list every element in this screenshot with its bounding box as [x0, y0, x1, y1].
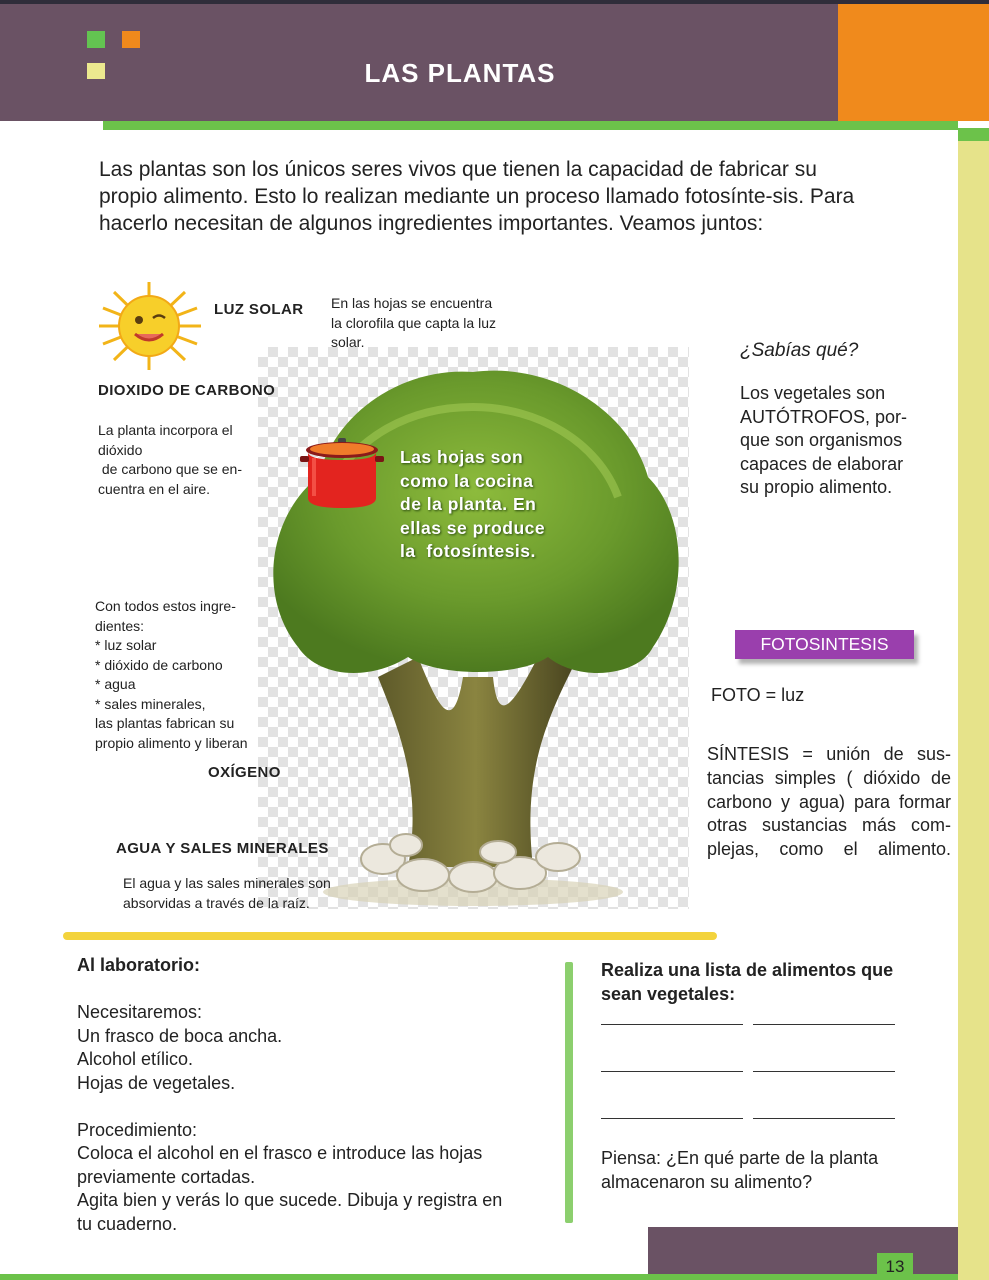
leaves-callout-line: de la planta. En: [400, 494, 537, 514]
did-you-know-heading: ¿Sabías qué?: [740, 340, 859, 361]
lab-procedure-title: Procedimiento:: [77, 1119, 198, 1140]
answer-blank[interactable]: [753, 1118, 895, 1119]
foto-definition: FOTO = luz: [711, 685, 805, 705]
sun-icon: [97, 280, 209, 372]
lab-procedure-line: previamente cortadas.: [77, 1166, 256, 1187]
page-title: LAS PLANTAS: [364, 58, 556, 88]
answer-blank[interactable]: [601, 1118, 743, 1119]
water-note: [123, 874, 383, 913]
section-divider: [63, 932, 717, 940]
answer-blank[interactable]: [601, 1071, 743, 1072]
think-line: almacenaron su alimento?: [601, 1172, 813, 1192]
column-divider: [565, 962, 573, 1223]
sintesis-line: carbono y agua) para formar: [707, 791, 951, 812]
autotrofos-line: su propio alimento.: [740, 477, 893, 497]
ingredient-line: Con todos estos ingre-: [95, 598, 236, 614]
lab-item: Alcohol etílico.: [77, 1049, 194, 1069]
lab-item: Un frasco de boca ancha.: [77, 1025, 283, 1046]
sun-label: LUZ SOLAR: [214, 301, 304, 318]
activity-title: [601, 958, 941, 1006]
decor-square-orange: [122, 31, 140, 48]
think-question: [601, 1146, 941, 1194]
sintesis-line: plejas, como el alimento.: [707, 839, 951, 860]
co2-label: DIOXIDO DE CARBONO: [98, 382, 276, 399]
water-note-line: absorvidas a través de la raíz.: [123, 894, 310, 911]
decor-square-yellow: [87, 63, 105, 79]
ingredients-list: [95, 597, 280, 753]
page-number: 13: [877, 1253, 913, 1280]
leaves-note-line: En las hojas se encuentra: [331, 295, 493, 311]
ingredient-line: propio alimento y liberan: [95, 734, 248, 751]
leaves-callout-line: la fotosíntesis.: [400, 541, 536, 561]
answer-blank[interactable]: [753, 1024, 895, 1025]
autotrofos-line: Los vegetales son: [740, 383, 886, 403]
ingredient-line: * dióxido de carbono: [95, 656, 223, 673]
water-label: AGUA Y SALES MINERALES: [116, 840, 329, 857]
lab-section: [77, 954, 557, 1236]
leaves-note-line: solar.: [331, 334, 365, 350]
ingredient-line: dientes:: [95, 617, 145, 634]
autotrofos-line: capaces de elaborar: [740, 453, 904, 474]
ingredient-line: * sales minerales,: [95, 695, 206, 712]
co2-note-line: de carbono que se en-: [98, 461, 242, 477]
sintesis-definition: [707, 743, 951, 862]
ingredient-line: * luz solar: [95, 637, 157, 653]
leaves-callout-line: Las hojas son: [400, 447, 524, 467]
side-yellow-band: [958, 141, 989, 1280]
co2-note-line: cuentra en el aire.: [98, 480, 211, 497]
header-green-strip: [103, 121, 958, 130]
lab-procedure-line: Agita bien y verás lo que sucede. Dibuja y registra en: [77, 1190, 503, 1210]
activity-title-line: Realiza una lista de alimentos que: [601, 960, 894, 980]
side-green-tab: [958, 128, 989, 141]
decor-square-green: [87, 31, 105, 48]
lab-item: Hojas de vegetales.: [77, 1072, 236, 1093]
activity-title-line: sean vegetales:: [601, 984, 736, 1004]
lab-title: Al laboratorio:: [77, 955, 201, 975]
intro-paragraph: Las plantas son los únicos seres vivos que tienen la capacidad de fabricar su propio alimento. Esto lo realizan mediante un proceso llamado fotosínte-sis. Para hacerlo necesitan de algunos ingredientes importantes. Veamos juntos:: [99, 158, 855, 235]
autotrofos-line: AUTÓTROFOS, por-: [740, 406, 908, 427]
co2-note-line: La planta incorpora el: [98, 422, 233, 438]
sintesis-line: tancias simples ( dióxido de: [707, 767, 951, 788]
think-line: Piensa: ¿En qué parte de la planta: [601, 1148, 879, 1168]
sintesis-line: SÍNTESIS = unión de sus-: [707, 744, 951, 764]
leaves-callout-line: ellas se produce: [400, 517, 546, 538]
photosynthesis-badge: FOTOSINTESIS: [735, 630, 914, 659]
ingredient-line: * agua: [95, 676, 136, 692]
leaves-callout: [400, 446, 620, 564]
lab-need-title: Necesitaremos:: [77, 1002, 203, 1022]
lab-procedure-line: tu cuaderno.: [77, 1213, 178, 1234]
footer-green-line: [0, 1274, 958, 1280]
autotrofos-line: que son organismos: [740, 430, 903, 450]
ingredient-line: las plantas fabrican su: [95, 715, 235, 731]
answer-blank[interactable]: [753, 1071, 895, 1072]
lab-procedure-line: Coloca el alcohol en el frasco e introduce las hojas: [77, 1143, 483, 1163]
water-note-line: El agua y las sales minerales son: [123, 875, 331, 891]
tree-illustration: [258, 347, 689, 909]
leaves-note-line: la clorofila que capta la luz: [331, 314, 496, 331]
autotrofos-text: [740, 382, 940, 500]
leaves-callout-line: como la cocina: [400, 470, 534, 491]
oxygen-label: OXÍGENO: [208, 764, 281, 781]
co2-note-line: dióxido: [98, 441, 143, 458]
cooking-pot-icon: [300, 436, 384, 512]
co2-note: [98, 421, 268, 499]
header-orange-block: [838, 4, 989, 121]
answer-blank[interactable]: [601, 1024, 743, 1025]
sintesis-line: otras sustancias más com-: [707, 815, 951, 836]
leaves-note: [331, 294, 551, 353]
